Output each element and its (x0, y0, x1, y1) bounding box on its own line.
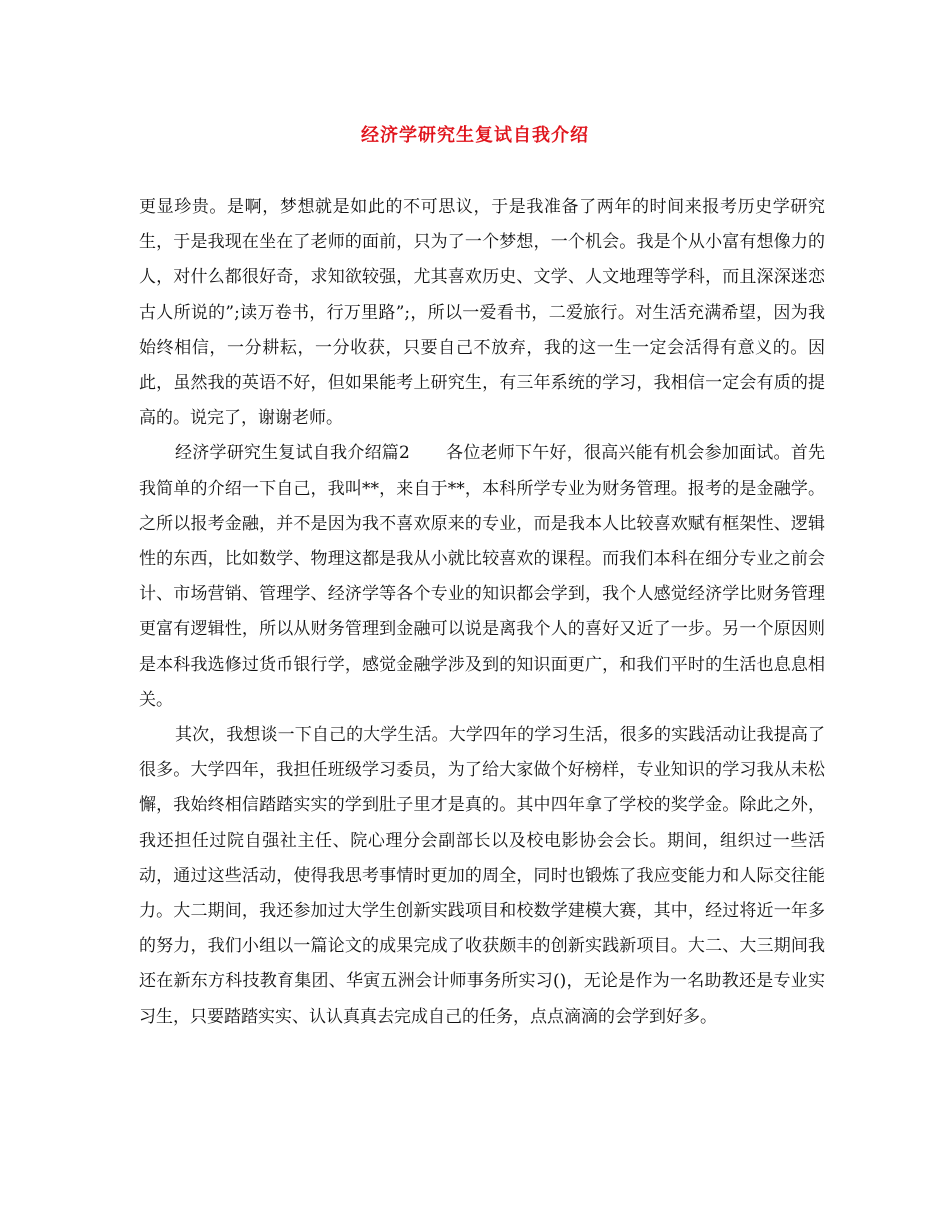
section-heading: 经济学研究生复试自我介绍篇2 (175, 443, 410, 464)
paragraph-university-life: 其次，我想谈一下自己的大学生活。大学四年的学习生活，很多的实践活动让我提高了很多。大学四年，我担任班级学习委员，为了给大家做个好榜样，专业知识的学习我从未松懈，我始终相信踏踏实实的学到肚子里才是真的。其中四年拿了学校的奖学金。除此之外，我还担任过院自强社主任、院心理分会副部长以及校电影协会会长。期间，组织过一些活动，通过这些活动，使得我思考事情时更加的周全，同时也锻炼了我应变能力和人际交往能力。大二期间，我还参加过大学生创新实践项目和校数学建模大赛，其中，经过将近一年多的努力，我们小组以一篇论文的成果完成了收获颇丰的创新实践新项目。大二、大三期间我还在新东方科技教育集团、华寅五洲会计师事务所实习()，无论是作为一名助教还是专业实习生，只要踏踏实实、认认真真去完成自己的任务，点点滴滴的会学到好多。 (139, 725, 825, 1027)
paragraph-intro: 各位老师下午好，很高兴能有机会参加面试。首先我简单的介绍一下自己，我叫**，来自于**，本科所学专业为财务管理。报考的是金融学。之所以报考金融，并不是因为我不喜欢原来的专业，而是我本人比较喜欢赋有框架性、逻辑性的东西，比如数学、物理这都是我从小就比较喜欢的课程。而我们本科在细分专业之前会计、市场营销、管理学、经济学等各个专业的知识都会学到，我个人感觉经济学比财务管理更富有逻辑性，所以从财务管理到金融可以说是离我个人的喜好又近了一步。另一个原因则是本科我选修过货币银行学，感觉金融学涉及到的知识面更广，和我们平时的生活也息息相关。 (139, 443, 825, 710)
document-title: 经济学研究生复试自我介绍 (361, 125, 589, 146)
paragraph-continuation: 更显珍贵。是啊，梦想就是如此的不可思议，于是我准备了两年的时间来报考历史学研究生，于是我现在坐在了老师的面前，只为了一个梦想，一个机会。我是个从小富有想像力的人，对什么都很好奇，求知欲较强，尤其喜欢历史、文学、人文地理等学科，而且深深迷恋古人所说的”;读万卷书，行万里路”;，所以一爱看书，二爱旅行。对生活充满希望，因为我始终相信，一分耕耘，一分收获，只要自己不放弃，我的这一生一定会活得有意义的。因此，虽然我的英语不好，但如果能考上研究生，有三年系统的学习，我相信一定会有质的提高的。说完了，谢谢老师。 (139, 197, 825, 429)
paragraph-section-2 (139, 436, 825, 718)
document-body (139, 190, 825, 1035)
